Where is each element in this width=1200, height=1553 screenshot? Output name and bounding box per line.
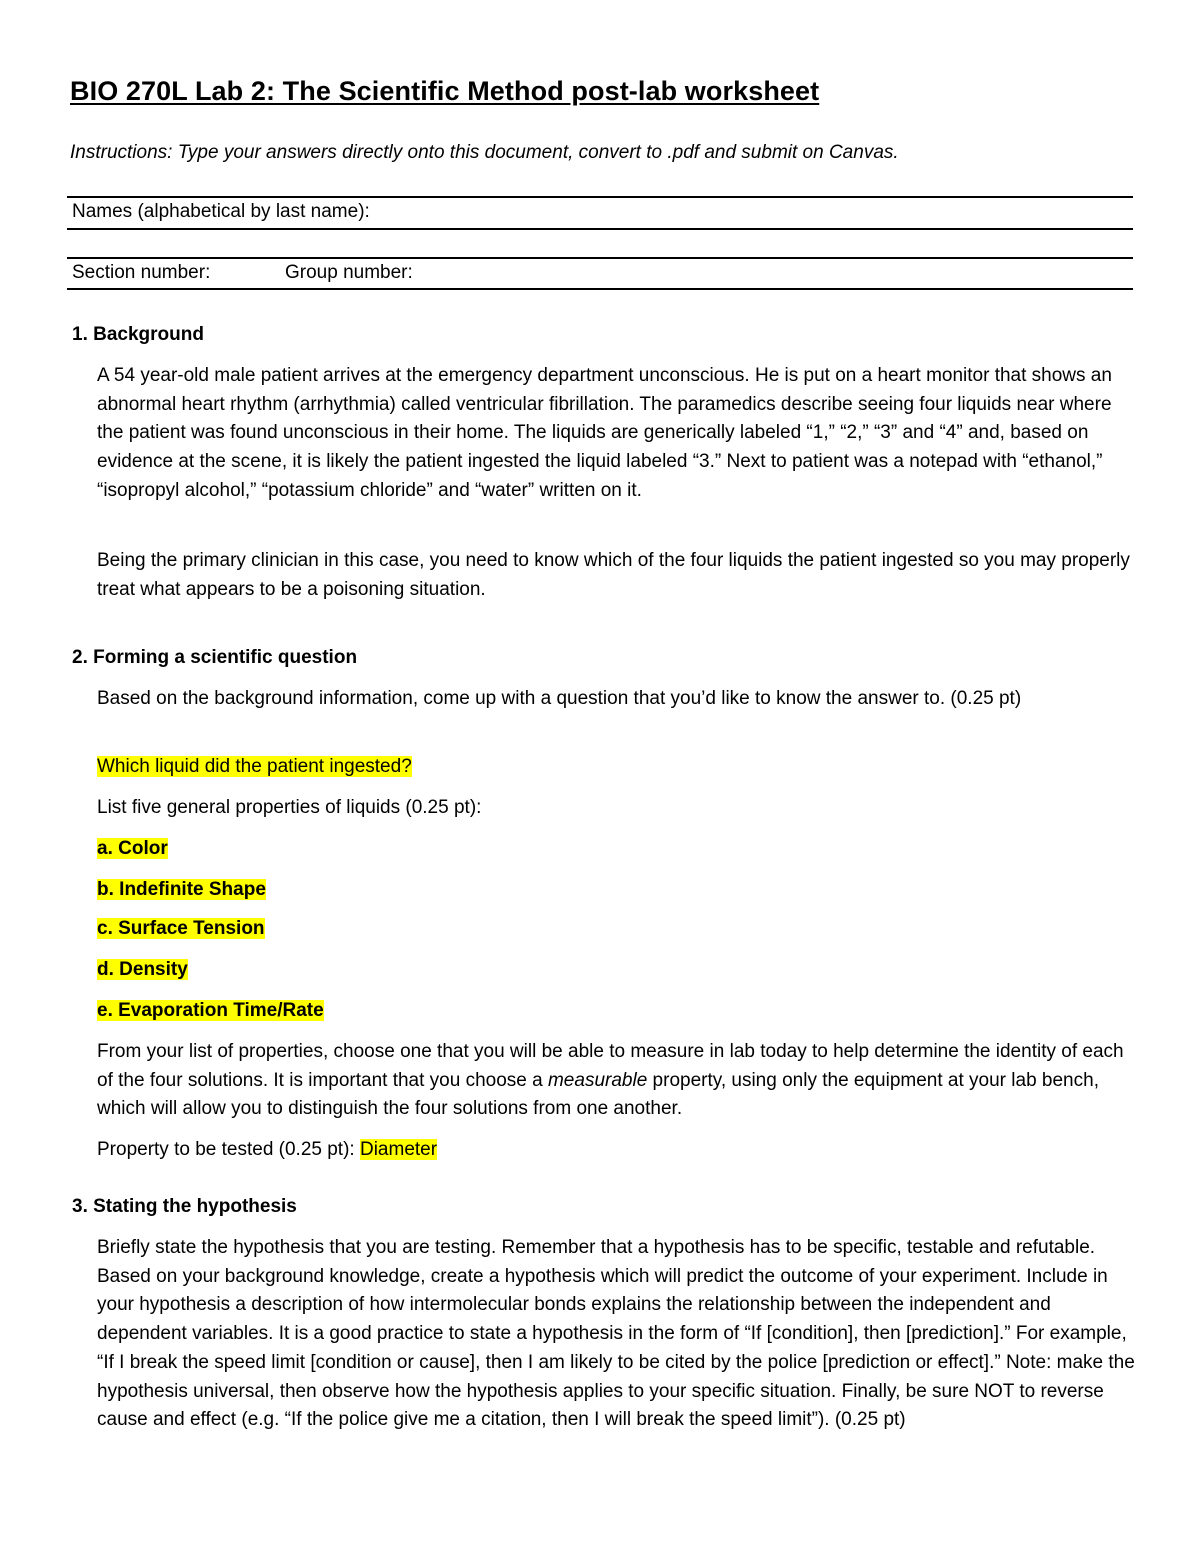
property-tested-label: Property to be tested (0.25 pt): — [97, 1139, 360, 1160]
names-label: Names (alphabetical by last name): — [72, 201, 370, 222]
section-bottom-rule[interactable] — [67, 288, 1133, 290]
section-top-rule — [67, 257, 1133, 259]
choose-text-before: From your list of properties, choose one that you will be able to measure in lab today to help determine the identity of each of the four solutions. It is important that you choose a — [97, 1041, 1124, 1091]
property-item-text: e. Evaporation Time/Rate — [97, 1000, 324, 1021]
property-item-text: d. Density — [97, 959, 188, 980]
property-item[interactable] — [97, 838, 168, 860]
question-answer[interactable] — [97, 756, 412, 778]
property-item-text: c. Surface Tension — [97, 918, 265, 939]
background-paragraph-2: Being the primary clinician in this case, you need to know which of the four liquids the patient ingested so you may properly treat what appears to be a poisoning situation. — [97, 550, 1130, 600]
hypothesis-heading: 3. Stating the hypothesis — [72, 1196, 297, 1217]
properties-prompt: List five general properties of liquids (0.25 pt): — [97, 797, 482, 818]
instructions-text: Instructions: Type your answers directly onto this document, convert to .pdf and submit on Canvas. — [70, 142, 899, 163]
group-number-label: Group number: — [285, 262, 413, 283]
choose-text-italic: measurable — [547, 1069, 648, 1091]
hypothesis-paragraph: Briefly state the hypothesis that you are testing. Remember that a hypothesis has to be specific, testable and refutable. Based on your background knowledge, create a hypothesis which will predict the outcome of your experiment. Include in your hypothesis a description of how intermolecular bonds explains the relationship between the independent and dependent variables. It is a good practice to state a hypothesis in the form of “If [condition], then [prediction].” For example, “If I break the speed limit [condition or cause], then I am likely to be cited by the police [prediction or effect].” Note: make the hypothesis universal, then observe how the hypothesis applies to your specific situation. Finally, be sure NOT to reverse cause and effect (e.g. “If the police give me a citation, then I will break the speed limit”). (0.25 pt) — [97, 1237, 1135, 1431]
property-item[interactable] — [97, 879, 266, 901]
property-item[interactable] — [97, 918, 265, 940]
property-item-text: b. Indefinite Shape — [97, 879, 266, 900]
names-bottom-rule[interactable] — [67, 228, 1133, 230]
question-heading: 2. Forming a scientific question — [72, 647, 358, 668]
question-prompt: Based on the background information, come up with a question that you’d like to know the answer to. (0.25 pt) — [97, 688, 1022, 709]
page-title: BIO 270L Lab 2: The Scientific Method post-lab worksheet — [70, 76, 820, 106]
names-top-rule — [67, 196, 1133, 198]
property-item[interactable] — [97, 959, 188, 981]
property-item[interactable] — [97, 1000, 324, 1022]
section-number-label: Section number: — [72, 262, 211, 283]
background-heading: 1. Background — [72, 324, 204, 345]
property-tested-line — [97, 1139, 437, 1161]
property-tested-answer[interactable]: Diameter — [359, 1139, 438, 1160]
choose-text-after: property, using only the equipment at your lab bench, which will allow you to distinguish the four solutions from one another. — [97, 1069, 1099, 1120]
choose-property-paragraph — [97, 1038, 1137, 1124]
question-answer-text: Which liquid did the patient ingested? — [97, 756, 412, 777]
property-item-text: a. Color — [97, 838, 168, 859]
background-paragraph-1: A 54 year-old male patient arrives at the emergency department unconscious. He is put on a heart monitor that shows an abnormal heart rhythm (arrhythmia) called ventricular fibrillation. The paramedics describe seeing four liquids near where the patient was found unconscious in their home. The liquids are generically labeled “1,” “2,” “3” and “4” and, based on evidence at the scene, it is likely the patient ingested the liquid labeled “3.” Next to patient was a notepad with “ethanol,” “isopropyl alcohol,” “potassium chloride” and “water” written on it. — [97, 365, 1112, 501]
